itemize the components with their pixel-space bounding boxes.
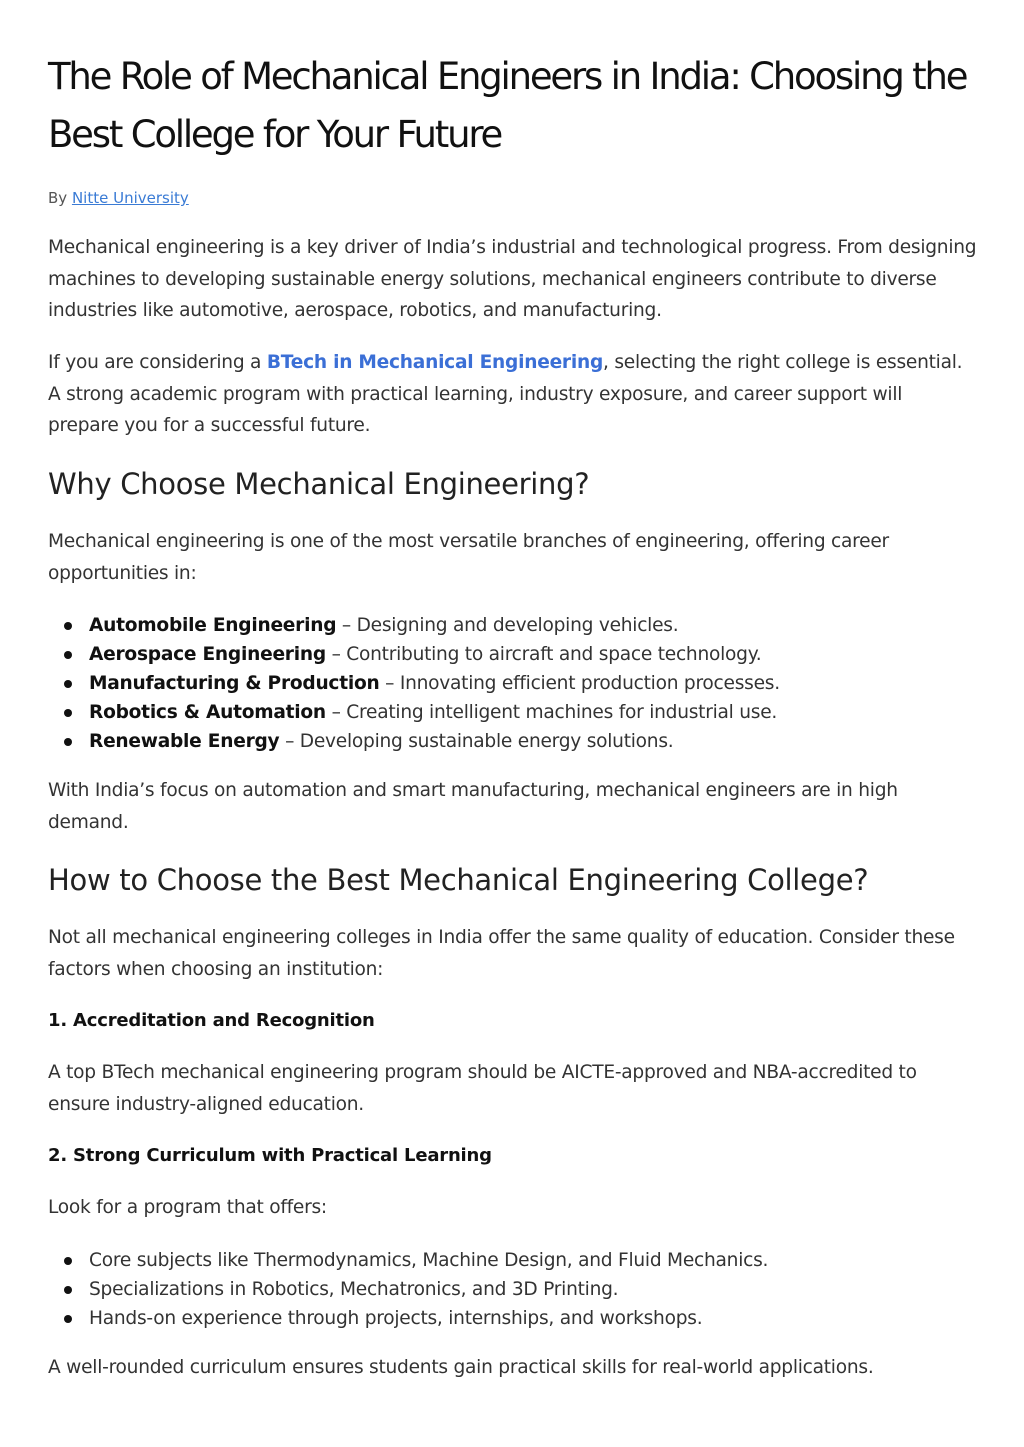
list-item-term: Renewable Energy bbox=[89, 731, 280, 752]
list-item bbox=[48, 1275, 978, 1304]
cta-paragraph bbox=[48, 347, 978, 442]
list-item bbox=[48, 611, 978, 640]
bullet-icon bbox=[64, 651, 72, 659]
intro-paragraph: Mechanical engineering is a key driver of India’s industrial and technological progress. From designing machines to developing sustainable energy solutions, mechanical engineers contribute to diverse industries like automotive, aerospace, robotics, and manufacturing. bbox=[48, 237, 977, 321]
career-opportunities-list bbox=[48, 611, 978, 756]
list-item bbox=[48, 1246, 978, 1275]
bullet-icon bbox=[64, 738, 72, 746]
bullet-icon bbox=[64, 1286, 72, 1294]
how-section-lead: Not all mechanical engineering colleges in India offer the same quality of education. Consider these factors when choosing an institution: bbox=[48, 927, 955, 980]
byline-prefix: By bbox=[48, 189, 72, 207]
list-item-text: Hands-on experience through projects, internships, and workshops. bbox=[89, 1308, 703, 1329]
list-item bbox=[48, 640, 978, 669]
list-item-text: Core subjects like Thermodynamics, Machine Design, and Fluid Mechanics. bbox=[89, 1250, 769, 1271]
btech-mechanical-link[interactable]: BTech in Mechanical Engineering bbox=[266, 352, 604, 373]
list-item-desc: – Contributing to aircraft and space technology. bbox=[325, 644, 762, 665]
list-item-term: Robotics & Automation bbox=[89, 702, 326, 723]
list-item-desc: – Developing sustainable energy solutions. bbox=[279, 731, 674, 752]
bullet-icon bbox=[64, 680, 72, 688]
how-section-heading: How to Choose the Best Mechanical Engineering College? bbox=[48, 863, 869, 897]
list-item-desc: – Innovating efficient production processes. bbox=[379, 673, 780, 694]
list-item bbox=[48, 698, 978, 727]
bullet-icon bbox=[64, 1257, 72, 1265]
factor-1-text: A top BTech mechanical engineering program should be AICTE-approved and NBA-accredited to ensure industry-aligned education. bbox=[48, 1062, 917, 1115]
why-section-lead: Mechanical engineering is one of the most versatile branches of engineering, offering career opportunities in: bbox=[48, 531, 889, 584]
curriculum-list bbox=[48, 1246, 978, 1333]
factor-1-heading: 1. Accreditation and Recognition bbox=[48, 1010, 375, 1031]
bullet-icon bbox=[64, 709, 72, 717]
factor-2-heading: 2. Strong Curriculum with Practical Learning bbox=[48, 1145, 492, 1166]
factor-2-lead: Look for a program that offers: bbox=[48, 1197, 327, 1218]
list-item-term: Automobile Engineering bbox=[89, 615, 337, 636]
article-title: The Role of Mechanical Engineers in India: Choosing the Best College for Your Future bbox=[48, 55, 967, 156]
list-item bbox=[48, 727, 978, 756]
list-item bbox=[48, 1304, 978, 1333]
bullet-icon bbox=[64, 1315, 72, 1323]
factor-2-closing: A well-rounded curriculum ensures students gain practical skills for real-world applications. bbox=[48, 1357, 874, 1378]
list-item bbox=[48, 669, 978, 698]
list-item-desc: – Designing and developing vehicles. bbox=[336, 615, 679, 636]
cta-text-after: , selecting the right college is essential. A strong academic program with practical learning, industry exposure, and career support will prepare you for a successful future. bbox=[48, 352, 963, 436]
list-item-desc: – Creating intelligent machines for industrial use. bbox=[325, 702, 778, 723]
list-item-term: Manufacturing & Production bbox=[89, 673, 380, 694]
list-item-term: Aerospace Engineering bbox=[89, 644, 326, 665]
cta-text-before: If you are considering a bbox=[48, 352, 267, 373]
bullet-icon bbox=[64, 622, 72, 630]
why-section-heading: Why Choose Mechanical Engineering? bbox=[48, 467, 590, 501]
list-item-text: Specializations in Robotics, Mechatronics, and 3D Printing. bbox=[89, 1279, 619, 1300]
author-link[interactable]: Nitte University bbox=[71, 189, 189, 207]
byline bbox=[48, 187, 189, 209]
why-section-closing: With India’s focus on automation and smart manufacturing, mechanical engineers are in high demand. bbox=[48, 780, 898, 833]
